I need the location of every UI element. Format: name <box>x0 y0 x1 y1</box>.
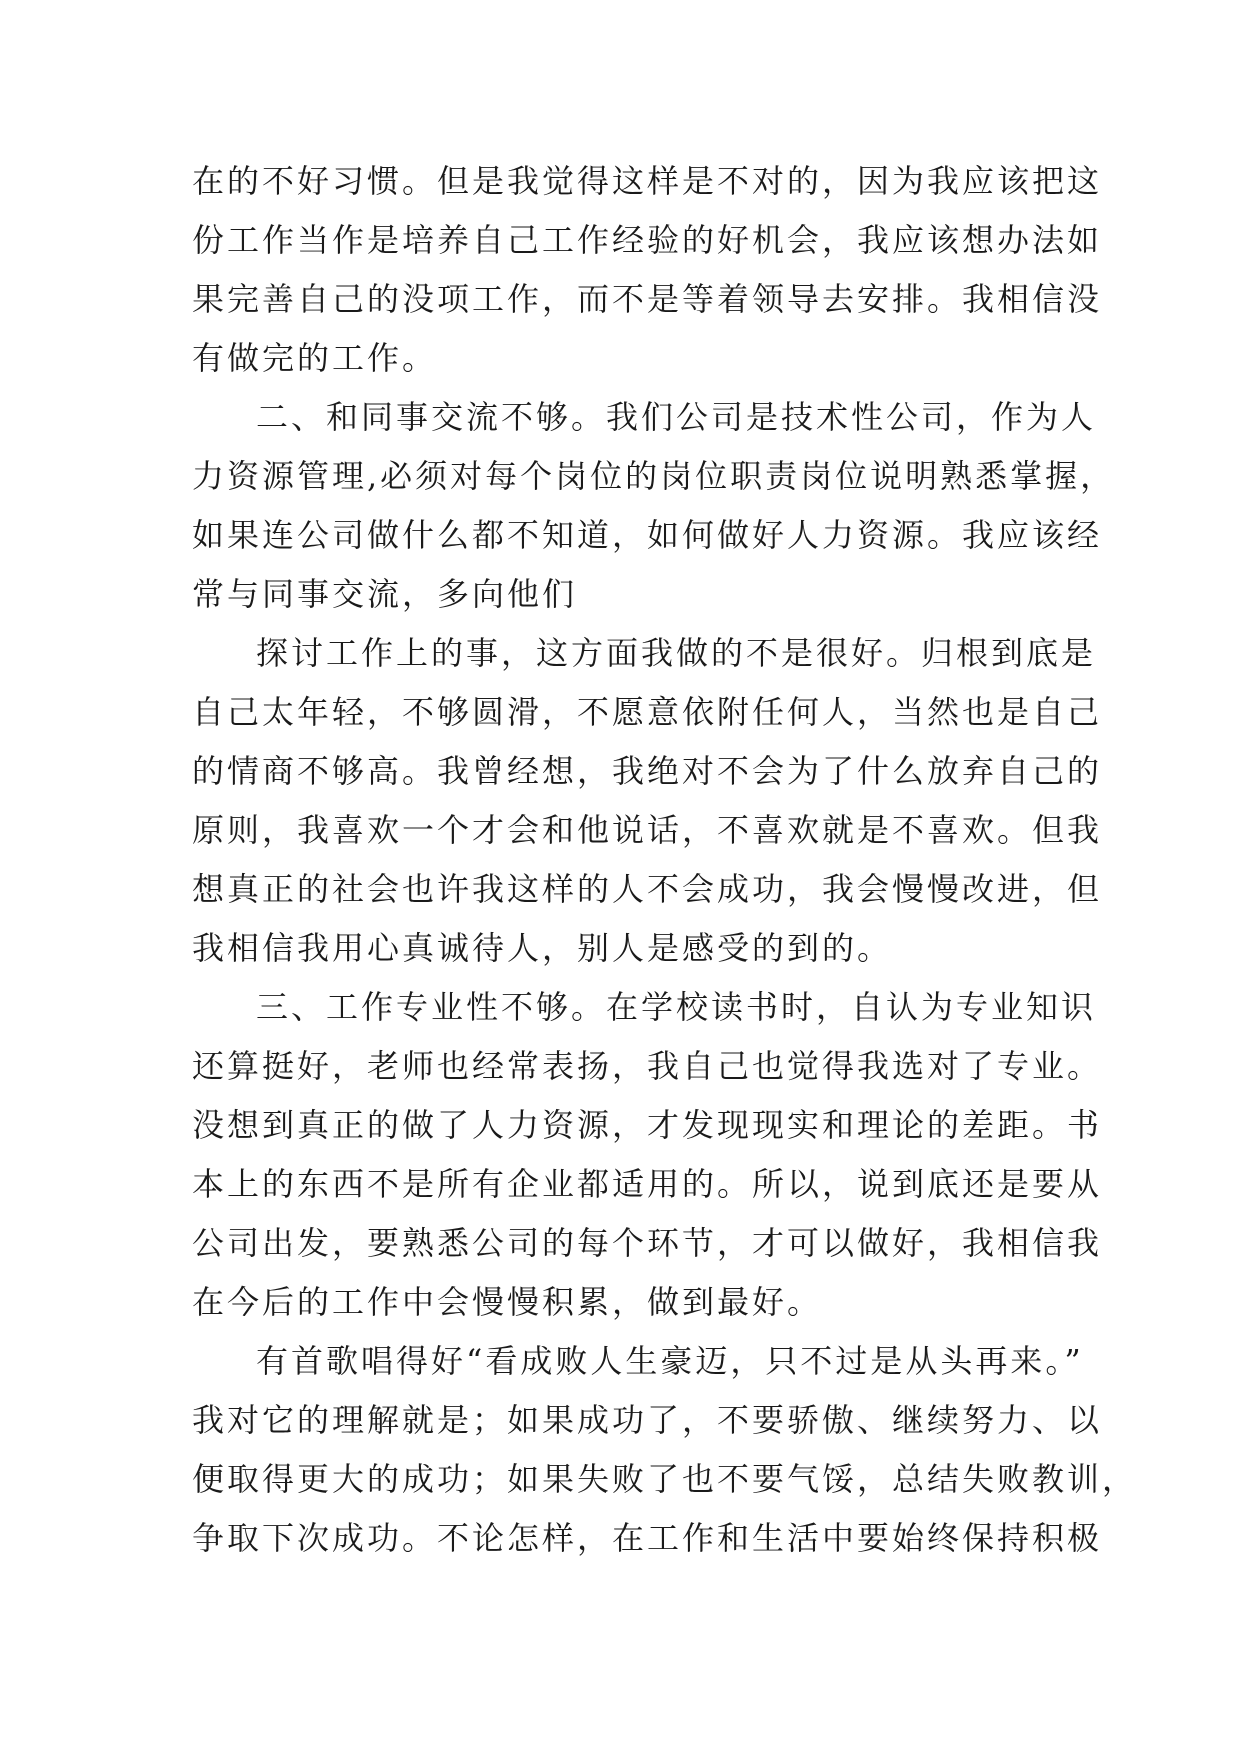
text-line: 想真正的社会也许我这样的人不会成功，我会慢慢改进，但 <box>192 870 1103 908</box>
text-line: 在的不好习惯。但是我觉得这样是不对的，因为我应该把这 <box>192 162 1103 200</box>
text-line: 我相信我用心真诚待人，别人是感受的到的。 <box>192 929 893 967</box>
paragraph-start-line: 二、和同事交流不够。我们公司是技术性公司，作为人 <box>256 398 1097 436</box>
text-line: 有做完的工作。 <box>192 339 438 377</box>
text-line: 便取得更大的成功；如果失败了也不要气馁，总结失败教训， <box>192 1460 1138 1498</box>
text-line: 我对它的理解就是；如果成功了，不要骄傲、继续努力、以 <box>192 1401 1103 1439</box>
text-line: 还算挺好，老师也经常表扬，我自己也觉得我选对了专业。 <box>192 1047 1103 1085</box>
paragraph-start-line: 探讨工作上的事，这方面我做的不是很好。归根到底是 <box>256 634 1097 672</box>
text-line: 力资源管理,必须对每个岗位的岗位职责岗位说明熟悉掌握， <box>192 457 1116 495</box>
text-line: 如果连公司做什么都不知道，如何做好人力资源。我应该经 <box>192 516 1103 554</box>
paragraph-start-line: 有首歌唱得好“看成败人生豪迈，只不过是从头再来。” <box>256 1342 1084 1380</box>
text-line: 争取下次成功。不论怎样，在工作和生活中要始终保持积极 <box>192 1519 1103 1557</box>
body-text <box>192 152 1138 1568</box>
text-line: 果完善自己的没项工作，而不是等着领导去安排。我相信没 <box>192 280 1103 318</box>
text-line: 没想到真正的做了人力资源，才发现现实和理论的差距。书 <box>192 1106 1103 1144</box>
text-line: 公司出发，要熟悉公司的每个环节，才可以做好，我相信我 <box>192 1224 1103 1262</box>
text-line: 份工作当作是培养自己工作经验的好机会，我应该想办法如 <box>192 221 1103 259</box>
text-line: 本上的东西不是所有企业都适用的。所以，说到底还是要从 <box>192 1165 1103 1203</box>
text-line: 在今后的工作中会慢慢积累，做到最好。 <box>192 1283 823 1321</box>
text-line: 自己太年轻，不够圆滑，不愿意依附任何人，当然也是自己 <box>192 693 1103 731</box>
text-line: 的情商不够高。我曾经想，我绝对不会为了什么放弃自己的 <box>192 752 1103 790</box>
text-line: 常与同事交流，多向他们 <box>192 575 578 613</box>
paragraph-start-line: 三、工作专业性不够。在学校读书时，自认为专业知识 <box>256 988 1097 1026</box>
text-line: 原则，我喜欢一个才会和他说话，不喜欢就是不喜欢。但我 <box>192 811 1103 849</box>
